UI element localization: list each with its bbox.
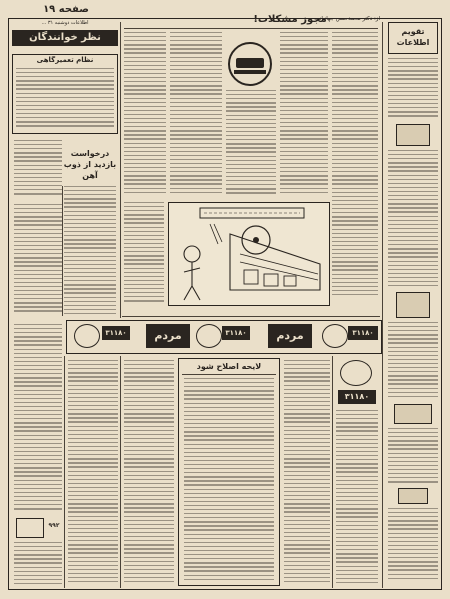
enteghad-logo bbox=[228, 42, 272, 86]
phone-icon-4 bbox=[340, 360, 372, 386]
right-column-text-2 bbox=[388, 150, 438, 290]
main-headline-rule bbox=[124, 28, 378, 29]
bottom-phone-number: ۳۱۱۸۰ bbox=[338, 390, 376, 404]
right-column-text-4 bbox=[388, 428, 438, 488]
left-article-text bbox=[16, 68, 114, 130]
right-badge-4 bbox=[398, 488, 428, 504]
right-column-divider bbox=[382, 22, 383, 588]
left-main-divider bbox=[120, 22, 121, 318]
lower-left-logo bbox=[16, 518, 44, 538]
lower-left-text-1 bbox=[14, 324, 62, 514]
center-box-title: لایحه اصلاح شود bbox=[196, 362, 262, 371]
article-col-3 bbox=[226, 90, 276, 198]
paper-name-banner: نظر خوانندگان bbox=[12, 30, 118, 46]
lower-divider-3 bbox=[332, 356, 333, 588]
article-col-6 bbox=[124, 202, 164, 306]
article-col-1 bbox=[124, 32, 166, 198]
phone-icon-3 bbox=[322, 324, 348, 348]
article-col-4 bbox=[280, 32, 328, 198]
lower-divider-1 bbox=[64, 356, 65, 588]
phone-number-3: ۳۱۱۸۰ bbox=[348, 326, 378, 340]
center-box-rule bbox=[182, 374, 276, 375]
left-column-divider bbox=[62, 186, 63, 316]
lower-col-4 bbox=[336, 410, 378, 586]
right-column-text-5 bbox=[388, 508, 438, 586]
mardom-label-1: مردم bbox=[146, 324, 190, 348]
top-section-rule bbox=[122, 316, 380, 317]
phone-icon-1 bbox=[74, 324, 100, 348]
right-badge-2 bbox=[396, 292, 430, 318]
phone-icon-2 bbox=[196, 324, 222, 348]
author-line: از: دکتر محمدحسن جهانبانی bbox=[315, 16, 380, 22]
left-column-text-3 bbox=[14, 204, 62, 316]
center-box-text bbox=[184, 378, 274, 582]
cartoon-illustration bbox=[170, 204, 328, 304]
lower-left-text-2 bbox=[14, 542, 62, 586]
mardom-label-2: مردم bbox=[268, 324, 312, 348]
article-col-2 bbox=[170, 32, 222, 198]
lower-col-3 bbox=[284, 360, 330, 586]
main-headline: مجوز مشکلات! bbox=[253, 14, 327, 25]
lower-col-2 bbox=[124, 360, 174, 586]
left-column-text-2 bbox=[64, 186, 116, 316]
phone-number-1: ۳۱۱۸۰ bbox=[102, 326, 130, 340]
left-column-text-1 bbox=[14, 140, 62, 200]
right-column-text-3 bbox=[388, 322, 438, 402]
left-headline: درخواست بازدید از ذوب آهن bbox=[63, 149, 117, 180]
article-col-5 bbox=[332, 32, 378, 302]
right-column-title: تقویم اطلاعات bbox=[396, 27, 430, 47]
date-line: اطلاعات دوشنبه ۳۱ ... bbox=[41, 20, 89, 26]
page-number: صفحه ۱۹ bbox=[43, 4, 89, 15]
right-badge-1 bbox=[396, 124, 430, 146]
bottom-left-number: ۹۹۲ bbox=[48, 522, 60, 529]
right-column-text-1 bbox=[388, 58, 438, 120]
right-badge-3 bbox=[394, 404, 432, 424]
lower-divider-2 bbox=[120, 356, 121, 588]
lower-col-1 bbox=[68, 360, 118, 586]
left-article-title: نظام تعمیرگاهی bbox=[36, 56, 94, 64]
phone-number-2: ۳۱۱۸۰ bbox=[222, 326, 250, 340]
